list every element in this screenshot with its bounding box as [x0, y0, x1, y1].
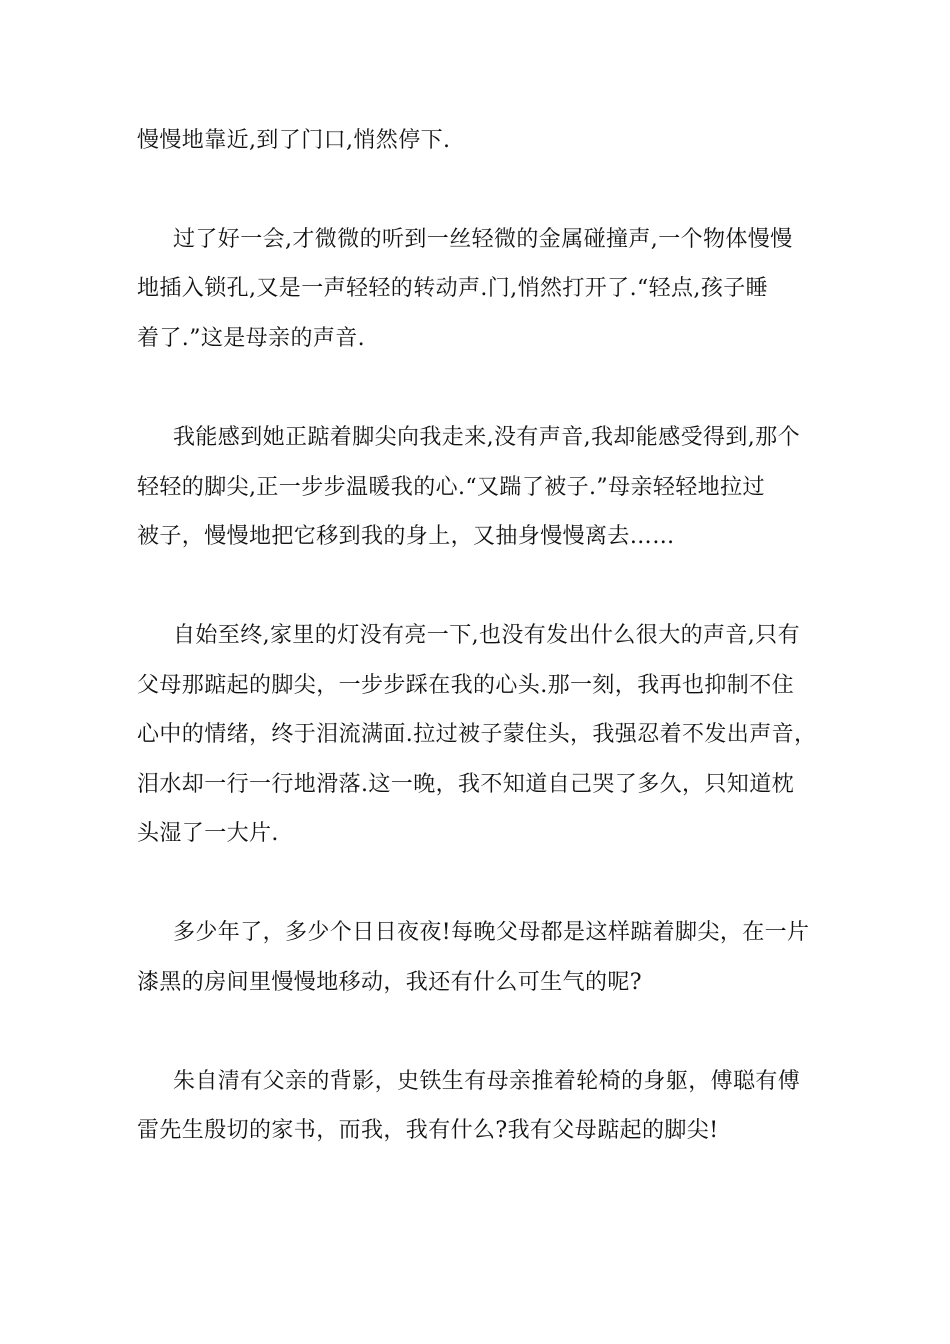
text-line: 多少年了，多少个日日夜夜!每晚父母都是这样踮着脚尖，在一片 — [173, 920, 810, 945]
text-line: 漆黑的房间里慢慢地移动，我还有什么可生气的呢? — [137, 970, 642, 995]
text-line: 地插入锁孔,又是一声轻轻的转动声.门,悄然打开了.“轻点,孩子睡 — [137, 276, 769, 301]
text-line: 着了.”这是母亲的声音. — [137, 326, 366, 351]
text-line: 朱自清有父亲的背影，史铁生有母亲推着轮椅的身躯，傅聪有傅 — [173, 1069, 801, 1094]
text-line: 慢慢地靠近,到了门口,悄然停下. — [137, 128, 451, 153]
text-line: 被子，慢慢地把它移到我的身上，又抽身慢慢离去…… — [137, 524, 675, 549]
text-line: 泪水却一行一行地滑落.这一晚，我不知道自己哭了多久，只知道枕 — [137, 772, 794, 797]
text-line: 我能感到她正踮着脚尖向我走来,没有声音,我却能感受得到,那个 — [173, 425, 800, 450]
text-line: 雷先生殷切的家书，而我，我有什么?我有父母踮起的脚尖! — [137, 1118, 719, 1143]
text-line: 父母那踮起的脚尖，一步步踩在我的心头.那一刻，我再也抑制不住 — [137, 673, 794, 698]
text-line: 心中的情绪，终于泪流满面.拉过被子蒙住头，我强忍着不发出声音， — [137, 722, 817, 747]
text-line: 轻轻的脚尖,正一步步温暖我的心.“又踹了被子.”母亲轻轻地拉过 — [137, 475, 765, 500]
text-line: 头湿了一大片. — [137, 821, 279, 846]
text-line: 自始至终,家里的灯没有亮一下,也没有发出什么很大的声音,只有 — [173, 623, 800, 648]
text-line: 过了好一会,才微微的听到一丝轻微的金属碰撞声,一个物体慢慢 — [173, 227, 793, 252]
